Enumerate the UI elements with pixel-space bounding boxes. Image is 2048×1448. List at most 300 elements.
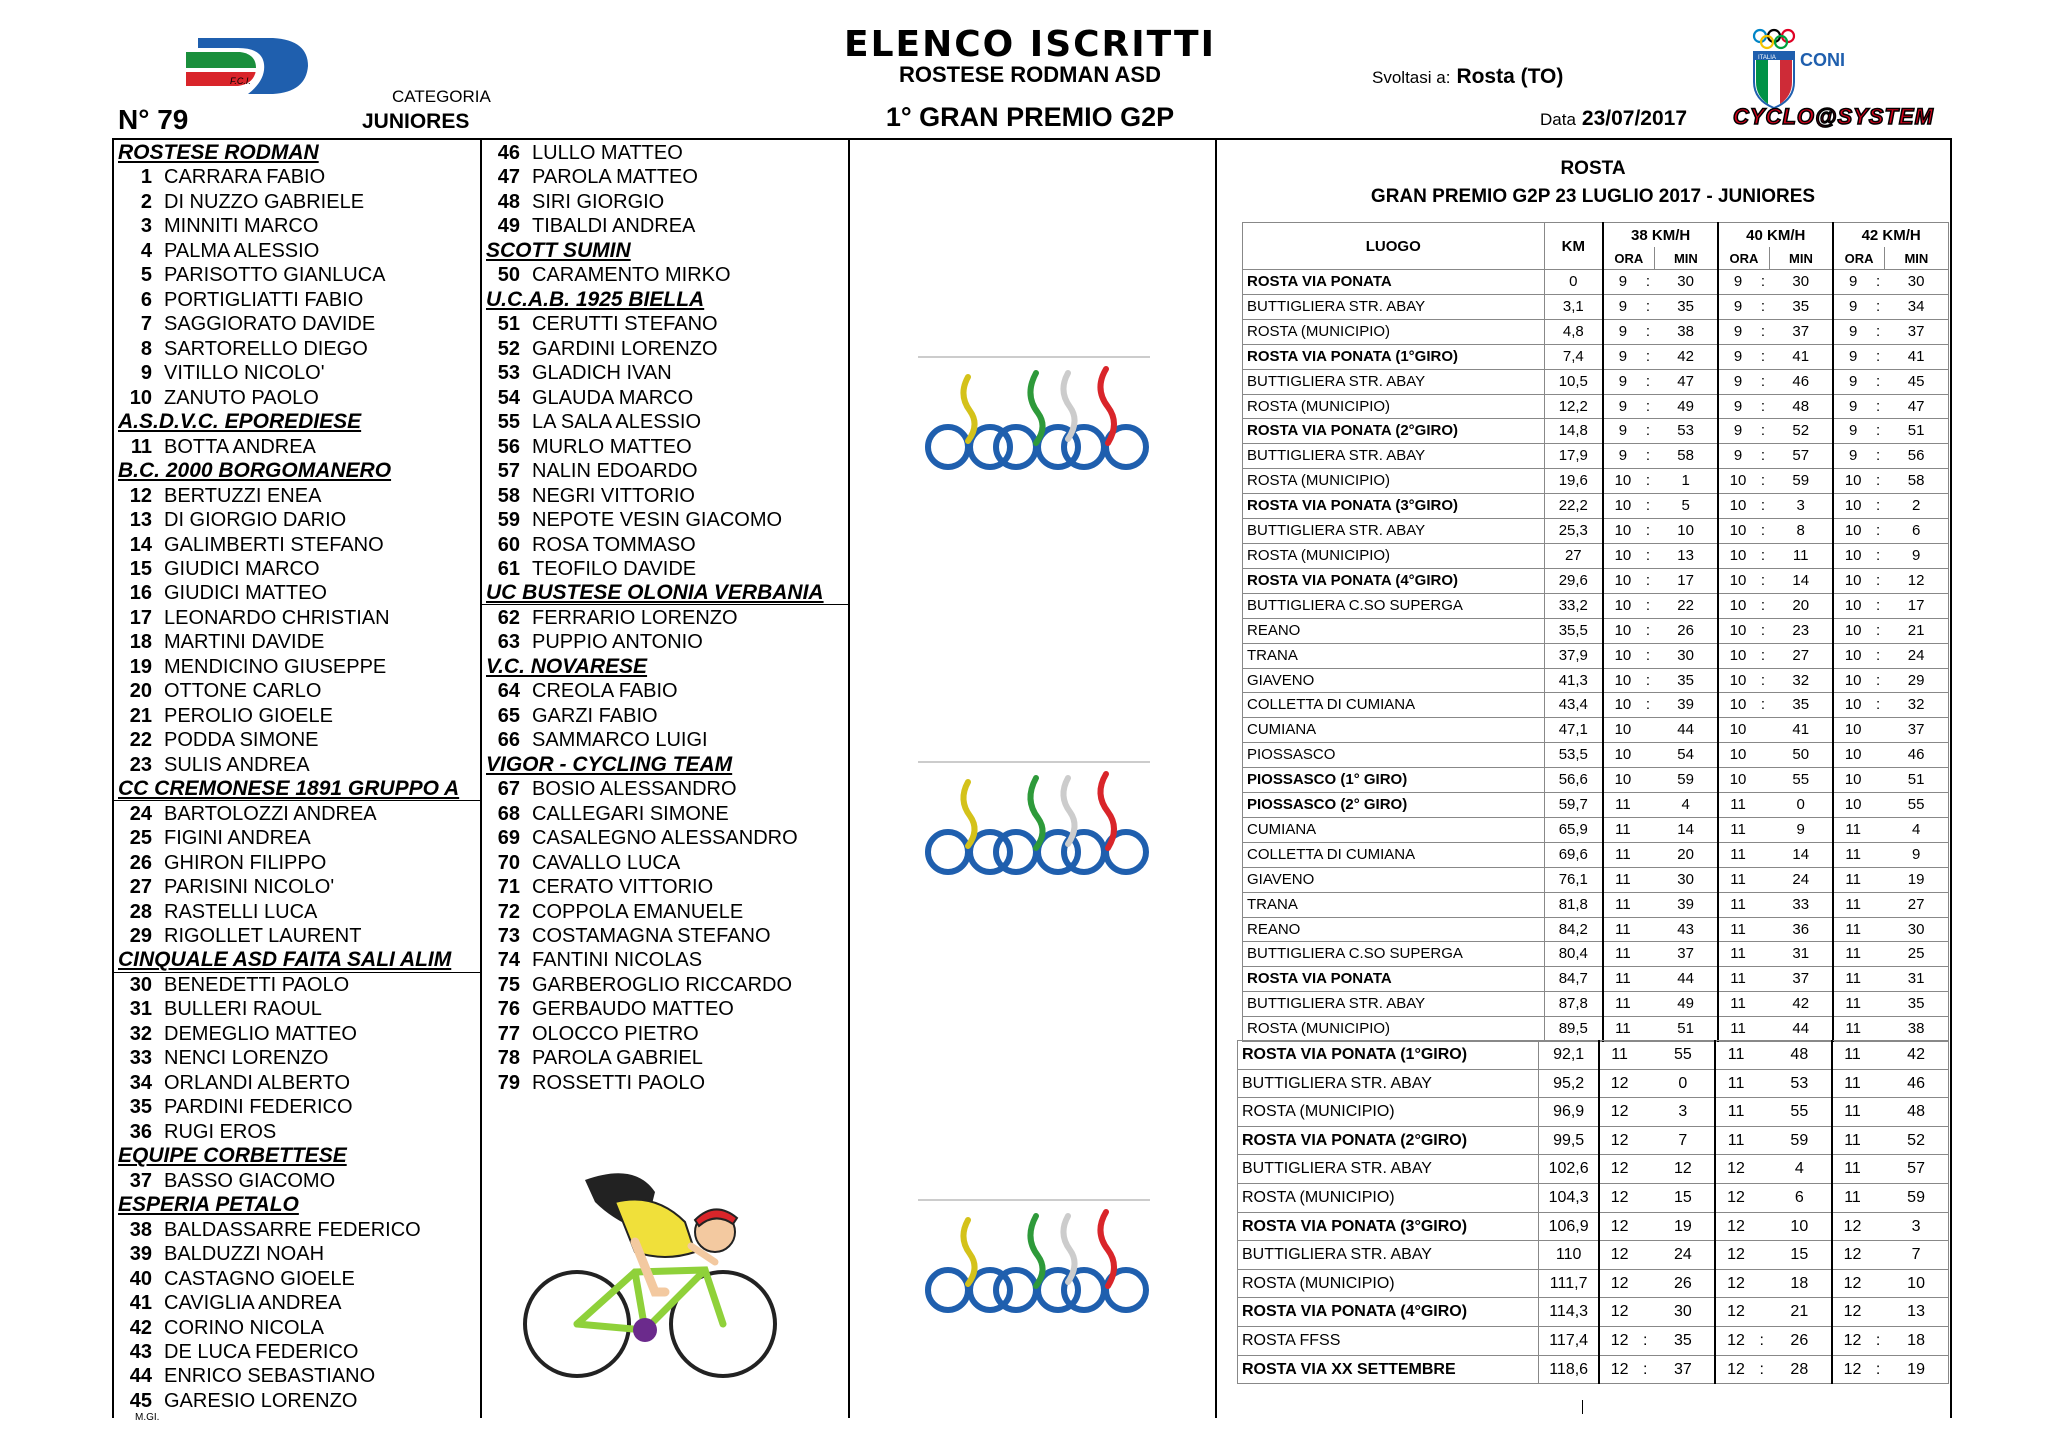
- distance-km: 114,3: [1539, 1298, 1599, 1327]
- time-separator: :: [1642, 543, 1654, 568]
- minute: 10: [1768, 1212, 1832, 1241]
- schedule-row: [1243, 618, 1949, 643]
- bib-number: 11: [130, 435, 152, 458]
- rider-name: CREOLA FABIO: [532, 680, 678, 703]
- minute: 6: [1884, 519, 1948, 544]
- bib-number: 27: [129, 876, 152, 899]
- hour: 9: [1718, 369, 1757, 394]
- time-separator: [1872, 842, 1884, 867]
- bib-number: 54: [497, 386, 520, 409]
- minute: 35: [1769, 693, 1833, 718]
- schedule-row: [1238, 1355, 1949, 1384]
- hour: 10: [1833, 593, 1872, 618]
- entrant-row: [486, 1022, 848, 1046]
- rider-name: CARRARA FABIO: [164, 166, 326, 189]
- rider-name: ZANUTO PAOLO: [164, 386, 319, 409]
- hour: 10: [1718, 643, 1757, 668]
- bib-number: 63: [497, 631, 520, 654]
- minute: 37: [1651, 1355, 1715, 1384]
- rider-name: BERTUZZI ENEA: [164, 484, 322, 507]
- schedule-row: [1243, 270, 1949, 295]
- entrant-row: [118, 1071, 478, 1095]
- schedule-row: [1243, 867, 1949, 892]
- time-separator: :: [1872, 519, 1884, 544]
- header-min: MIN: [1884, 247, 1948, 270]
- time-separator: [1757, 967, 1769, 992]
- schedule-row: [1243, 394, 1949, 419]
- distance-km: 84,7: [1544, 967, 1603, 992]
- cyclo-system-logo: CYCLO@SYSTEM: [1733, 104, 1934, 129]
- time-separator: [1872, 1069, 1884, 1098]
- location: CUMIANA: [1243, 718, 1545, 743]
- minute: 35: [1651, 1326, 1715, 1355]
- rider-name: BOSIO ALESSANDRO: [532, 778, 737, 801]
- hour: 10: [1718, 693, 1757, 718]
- time-separator: [1642, 793, 1654, 818]
- rider-name: GIUDICI MATTEO: [164, 582, 327, 605]
- time-separator: :: [1872, 693, 1884, 718]
- minute: 38: [1654, 319, 1718, 344]
- hour: 10: [1603, 618, 1642, 643]
- hour: 10: [1603, 469, 1642, 494]
- bib-number: 6: [140, 288, 152, 311]
- rider-name: PORTIGLIATTI FABIO: [164, 288, 364, 311]
- entrant-row: [118, 1022, 478, 1046]
- date: [1540, 107, 1687, 131]
- distance-km: 10,5: [1544, 369, 1603, 394]
- bib-number: 12: [129, 484, 152, 507]
- hour: 11: [1715, 1126, 1755, 1155]
- rider-name: NEPOTE VESIN GIACOMO: [532, 509, 783, 532]
- distance-km: 110: [1539, 1241, 1599, 1270]
- bib-number: 67: [497, 778, 520, 801]
- time-separator: [1757, 917, 1769, 942]
- minute: 38: [1884, 1017, 1948, 1042]
- cyclist-cartoon-icon: [515, 1162, 785, 1392]
- minute: 48: [1884, 1098, 1948, 1127]
- time-separator: :: [1642, 344, 1654, 369]
- time-separator: :: [1757, 319, 1769, 344]
- minute: 42: [1884, 1041, 1948, 1070]
- entrant-row: [118, 484, 478, 508]
- hour: 9: [1603, 294, 1642, 319]
- hour: 12: [1715, 1326, 1755, 1355]
- distance-km: 53,5: [1544, 743, 1603, 768]
- rider-name: GHIRON FILIPPO: [164, 851, 327, 874]
- hour: 11: [1603, 1017, 1642, 1042]
- hour: 11: [1833, 892, 1872, 917]
- rider-name: ROSSETTI PAOLO: [532, 1071, 705, 1094]
- schedule-row: [1238, 1126, 1949, 1155]
- hour: 12: [1832, 1212, 1872, 1241]
- distance-km: 17,9: [1544, 444, 1603, 469]
- minute: 9: [1769, 817, 1833, 842]
- hour: 10: [1603, 718, 1642, 743]
- hour: 12: [1599, 1126, 1639, 1155]
- bib-number: 7: [140, 313, 152, 336]
- schedule-row: [1243, 743, 1949, 768]
- hour: 11: [1833, 1017, 1872, 1042]
- rider-name: OLOCCO PIETRO: [532, 1022, 699, 1045]
- entrant-row: [486, 533, 848, 557]
- schedule-row: [1243, 793, 1949, 818]
- hour: 10: [1833, 793, 1872, 818]
- team-name: B.C. 2000 BORGOMANERO: [118, 459, 392, 483]
- location: COLLETTA DI CUMIANA: [1243, 693, 1545, 718]
- cycling-logo-icon: [918, 760, 1150, 885]
- bib-number: 21: [129, 704, 152, 727]
- minute: 12: [1651, 1155, 1715, 1184]
- minute: 23: [1769, 618, 1833, 643]
- schedule-row: [1238, 1098, 1949, 1127]
- minute: 24: [1651, 1241, 1715, 1270]
- hour: 12: [1715, 1212, 1755, 1241]
- hour: 10: [1718, 768, 1757, 793]
- coni-logo: [1748, 26, 1868, 111]
- minute: 28: [1768, 1355, 1832, 1384]
- rider-name: FERRARIO LORENZO: [532, 606, 738, 629]
- rider-name: GLADICH IVAN: [532, 362, 672, 385]
- bib-number: 41: [129, 1292, 152, 1315]
- bib-number: 31: [129, 998, 152, 1021]
- entrant-row: [486, 606, 848, 630]
- bib-number: 26: [129, 851, 152, 874]
- minute: 46: [1769, 369, 1833, 394]
- hour: 11: [1832, 1183, 1872, 1212]
- location: ROSTA (MUNICIPIO): [1243, 394, 1545, 419]
- distance-km: 84,2: [1544, 917, 1603, 942]
- schedule-row: [1243, 1017, 1949, 1042]
- minute: 31: [1769, 942, 1833, 967]
- entrant-row: [486, 435, 848, 459]
- hour: 12: [1599, 1298, 1639, 1327]
- hour: 11: [1603, 942, 1642, 967]
- time-separator: [1872, 1126, 1884, 1155]
- bib-number: 37: [129, 1169, 152, 1192]
- minute: 55: [1768, 1098, 1832, 1127]
- hour: 11: [1833, 917, 1872, 942]
- distance-km: 19,6: [1544, 469, 1603, 494]
- time-separator: :: [1872, 469, 1884, 494]
- time-separator: :: [1757, 519, 1769, 544]
- location: REANO: [1243, 618, 1545, 643]
- location: PIOSSASCO: [1243, 743, 1545, 768]
- time-separator: [1639, 1155, 1651, 1184]
- hour: 9: [1603, 319, 1642, 344]
- hour: 9: [1603, 419, 1642, 444]
- schedule-row: [1243, 842, 1949, 867]
- distance-km: 22,2: [1544, 494, 1603, 519]
- entrant-row: [118, 1120, 478, 1144]
- location: BUTTIGLIERA STR. ABAY: [1243, 519, 1545, 544]
- time-separator: :: [1757, 394, 1769, 419]
- minute: 30: [1654, 867, 1718, 892]
- hour: 9: [1718, 444, 1757, 469]
- schedule-row: [1238, 1212, 1949, 1241]
- minute: 44: [1654, 718, 1718, 743]
- bib-number: 51: [497, 313, 520, 336]
- header-speed-38: 38 KM/H: [1603, 223, 1718, 248]
- time-separator: [1872, 1155, 1884, 1184]
- schedule-row: [1243, 817, 1949, 842]
- bib-number: 59: [497, 509, 520, 532]
- entrant-row: [486, 924, 848, 948]
- schedule-row: [1243, 419, 1949, 444]
- time-separator: [1642, 867, 1654, 892]
- minute: 52: [1769, 419, 1833, 444]
- header-speed-40: 40 KM/H: [1718, 223, 1833, 248]
- category-value: JUNIORES: [362, 110, 470, 133]
- entrant-row: [118, 606, 478, 630]
- minute: 51: [1884, 419, 1948, 444]
- minute: 37: [1769, 967, 1833, 992]
- header-rule-right: [1220, 138, 1950, 140]
- team-name: CINQUALE ASD FAITA SALI ALIM: [118, 948, 452, 972]
- minute: 44: [1654, 967, 1718, 992]
- minute: 33: [1769, 892, 1833, 917]
- minute: 7: [1884, 1241, 1948, 1270]
- distance-km: 96,9: [1539, 1098, 1599, 1127]
- schedule-row: [1243, 718, 1949, 743]
- entrant-row: [118, 1291, 478, 1315]
- venue-label: Svoltasi a:: [1372, 68, 1451, 87]
- hour: 10: [1833, 718, 1872, 743]
- bib-number: 49: [497, 215, 520, 238]
- header-min: MIN: [1769, 247, 1833, 270]
- entrant-row: [486, 900, 848, 924]
- rider-name: BASSO GIACOMO: [164, 1169, 336, 1192]
- time-separator: :: [1642, 494, 1654, 519]
- entrant-row: [118, 1316, 478, 1340]
- time-separator: :: [1757, 444, 1769, 469]
- location: PIOSSASCO (1° GIRO): [1243, 768, 1545, 793]
- entrant-row: [118, 875, 478, 899]
- minute: 15: [1651, 1183, 1715, 1212]
- category-label: CATEGORIA: [392, 87, 491, 106]
- distance-km: 92,1: [1539, 1041, 1599, 1070]
- hour: 10: [1603, 568, 1642, 593]
- location: ROSTA VIA PONATA (3°GIRO): [1243, 494, 1545, 519]
- schedule-row: [1243, 294, 1949, 319]
- entrant-row: [118, 1242, 478, 1266]
- team-name: EQUIPE CORBETTESE: [118, 1144, 347, 1168]
- schedule-row: [1243, 444, 1949, 469]
- entrant-row: [486, 704, 848, 728]
- rider-name: GERBAUDO MATTEO: [532, 998, 734, 1021]
- minute: 21: [1884, 618, 1948, 643]
- minute: 8: [1769, 519, 1833, 544]
- distance-km: 69,6: [1544, 842, 1603, 867]
- entries-count: N° 79: [118, 104, 189, 135]
- time-separator: :: [1757, 593, 1769, 618]
- bib-number: 22: [129, 729, 152, 752]
- hour: 12: [1715, 1241, 1755, 1270]
- hour: 10: [1833, 568, 1872, 593]
- bib-number: 73: [497, 925, 520, 947]
- minute: 13: [1884, 1298, 1948, 1327]
- hour: 10: [1833, 768, 1872, 793]
- hour: 12: [1715, 1269, 1755, 1298]
- location: BUTTIGLIERA STR. ABAY: [1238, 1155, 1539, 1184]
- location: ROSTA VIA PONATA: [1243, 967, 1545, 992]
- schedule-row: [1243, 643, 1949, 668]
- hour: 12: [1715, 1155, 1755, 1184]
- rider-name: BOTTA ANDREA: [164, 435, 316, 458]
- hour: 9: [1718, 270, 1757, 295]
- header-ora: ORA: [1603, 247, 1654, 270]
- bib-number: 50: [497, 264, 520, 287]
- hour: 11: [1715, 1098, 1755, 1127]
- schedule-table: [1242, 222, 1949, 1042]
- hour: 10: [1718, 543, 1757, 568]
- rider-name: RUGI EROS: [164, 1120, 277, 1143]
- rider-name: LULLO MATTEO: [532, 142, 683, 164]
- hour: 12: [1832, 1298, 1872, 1327]
- minute: 29: [1884, 668, 1948, 693]
- minute: 55: [1769, 768, 1833, 793]
- location: ROSTA VIA PONATA (1°GIRO): [1238, 1041, 1539, 1070]
- minute: 58: [1884, 469, 1948, 494]
- distance-km: 111,7: [1539, 1269, 1599, 1298]
- entrant-row: [118, 728, 478, 752]
- rider-name: GARDINI LORENZO: [532, 337, 718, 360]
- hour: 12: [1832, 1355, 1872, 1384]
- rider-name: BULLERI RAOUL: [164, 998, 322, 1021]
- entrants-column-1: [118, 141, 478, 1413]
- time-separator: :: [1642, 419, 1654, 444]
- time-separator: :: [1642, 294, 1654, 319]
- time-separator: [1642, 842, 1654, 867]
- rider-name: ORLANDI ALBERTO: [164, 1071, 350, 1094]
- distance-km: 37,9: [1544, 643, 1603, 668]
- rider-name: CAVIGLIA ANDREA: [164, 1292, 342, 1315]
- hour: 10: [1833, 743, 1872, 768]
- time-separator: [1642, 942, 1654, 967]
- minute: 10: [1654, 519, 1718, 544]
- distance-km: 3,1: [1544, 294, 1603, 319]
- minute: 22: [1654, 593, 1718, 618]
- rider-name: FIGINI ANDREA: [164, 827, 311, 850]
- rider-name: GARESIO LORENZO: [164, 1389, 358, 1412]
- hour: 9: [1603, 270, 1642, 295]
- bib-number: 1: [140, 166, 152, 189]
- time-separator: [1642, 1017, 1654, 1042]
- bib-number: 10: [129, 386, 152, 409]
- schedule-row: [1243, 593, 1949, 618]
- time-separator: [1872, 867, 1884, 892]
- minute: 26: [1768, 1326, 1832, 1355]
- entrant-row: [486, 337, 848, 361]
- schedule-row: [1238, 1041, 1949, 1070]
- time-separator: :: [1872, 643, 1884, 668]
- rider-name: PODDA SIMONE: [164, 729, 319, 752]
- bib-number: 72: [497, 900, 520, 923]
- minute: 55: [1651, 1041, 1715, 1070]
- hour: 10: [1603, 693, 1642, 718]
- location: ROSTA (MUNICIPIO): [1238, 1098, 1539, 1127]
- time-separator: :: [1757, 643, 1769, 668]
- minute: 36: [1769, 917, 1833, 942]
- rider-name: DI NUZZO GABRIELE: [164, 190, 365, 213]
- entrant-row: [118, 190, 478, 214]
- entrant-row: [486, 1046, 848, 1070]
- header-ora: ORA: [1833, 247, 1884, 270]
- rider-name: MINNITI MARCO: [164, 215, 319, 238]
- minute: 18: [1768, 1269, 1832, 1298]
- hour: 10: [1833, 543, 1872, 568]
- rider-name: DE LUCA FEDERICO: [164, 1340, 359, 1363]
- entrant-row: [118, 533, 478, 557]
- entrant-row: [118, 288, 478, 312]
- bib-number: 57: [497, 460, 520, 483]
- time-separator: [1872, 1041, 1884, 1070]
- rider-name: NEGRI VITTORIO: [532, 484, 695, 507]
- rider-name: LA SALA ALESSIO: [532, 411, 702, 434]
- bib-number: 5: [140, 264, 152, 287]
- hour: 10: [1833, 469, 1872, 494]
- minute: 49: [1654, 992, 1718, 1017]
- schedule-row: [1243, 917, 1949, 942]
- time-separator: [1757, 1017, 1769, 1042]
- time-separator: [1872, 718, 1884, 743]
- time-separator: [1872, 942, 1884, 967]
- hour: 11: [1603, 892, 1642, 917]
- bib-number: 2: [140, 190, 152, 213]
- hour: 10: [1603, 668, 1642, 693]
- bib-number: 29: [129, 925, 152, 947]
- minute: 27: [1884, 892, 1948, 917]
- schedule-row: [1243, 942, 1949, 967]
- schedule-row: [1243, 693, 1949, 718]
- team-name: SCOTT SUMIN: [486, 238, 631, 262]
- bib-number: 13: [129, 509, 152, 532]
- bib-number: 46: [497, 142, 520, 164]
- document-title: ELENCO ISCRITTI: [844, 24, 1216, 65]
- rider-name: CARAMENTO MIRKO: [532, 264, 731, 287]
- entrant-row: [486, 948, 848, 972]
- rider-name: OTTONE CARLO: [164, 680, 322, 703]
- location: ROSTA VIA XX SETTEMBRE: [1238, 1355, 1539, 1384]
- time-separator: [1756, 1041, 1768, 1070]
- hour: 11: [1603, 817, 1642, 842]
- entrant-row: [118, 973, 478, 997]
- minute: 54: [1654, 743, 1718, 768]
- distance-km: 43,4: [1544, 693, 1603, 718]
- bib-number: 24: [129, 802, 152, 825]
- time-separator: :: [1639, 1355, 1651, 1384]
- hour: 12: [1715, 1298, 1755, 1327]
- minute: 58: [1654, 444, 1718, 469]
- hour: 10: [1603, 593, 1642, 618]
- rider-name: CAVALLO LUCA: [532, 851, 681, 874]
- hour: 9: [1718, 319, 1757, 344]
- time-separator: :: [1757, 270, 1769, 295]
- hour: 9: [1833, 394, 1872, 419]
- entrant-row: [486, 508, 848, 532]
- time-separator: :: [1642, 568, 1654, 593]
- bib-number: 74: [497, 949, 520, 972]
- time-separator: [1756, 1298, 1768, 1327]
- time-separator: :: [1872, 294, 1884, 319]
- minute: 35: [1769, 294, 1833, 319]
- rider-name: PARISOTTO GIANLUCA: [164, 264, 386, 287]
- minute: 53: [1768, 1069, 1832, 1098]
- location: ROSTA VIA PONATA (4°GIRO): [1238, 1298, 1539, 1327]
- hour: 11: [1603, 867, 1642, 892]
- entrant-row: [118, 165, 478, 189]
- time-separator: :: [1872, 419, 1884, 444]
- bib-number: 20: [129, 680, 152, 703]
